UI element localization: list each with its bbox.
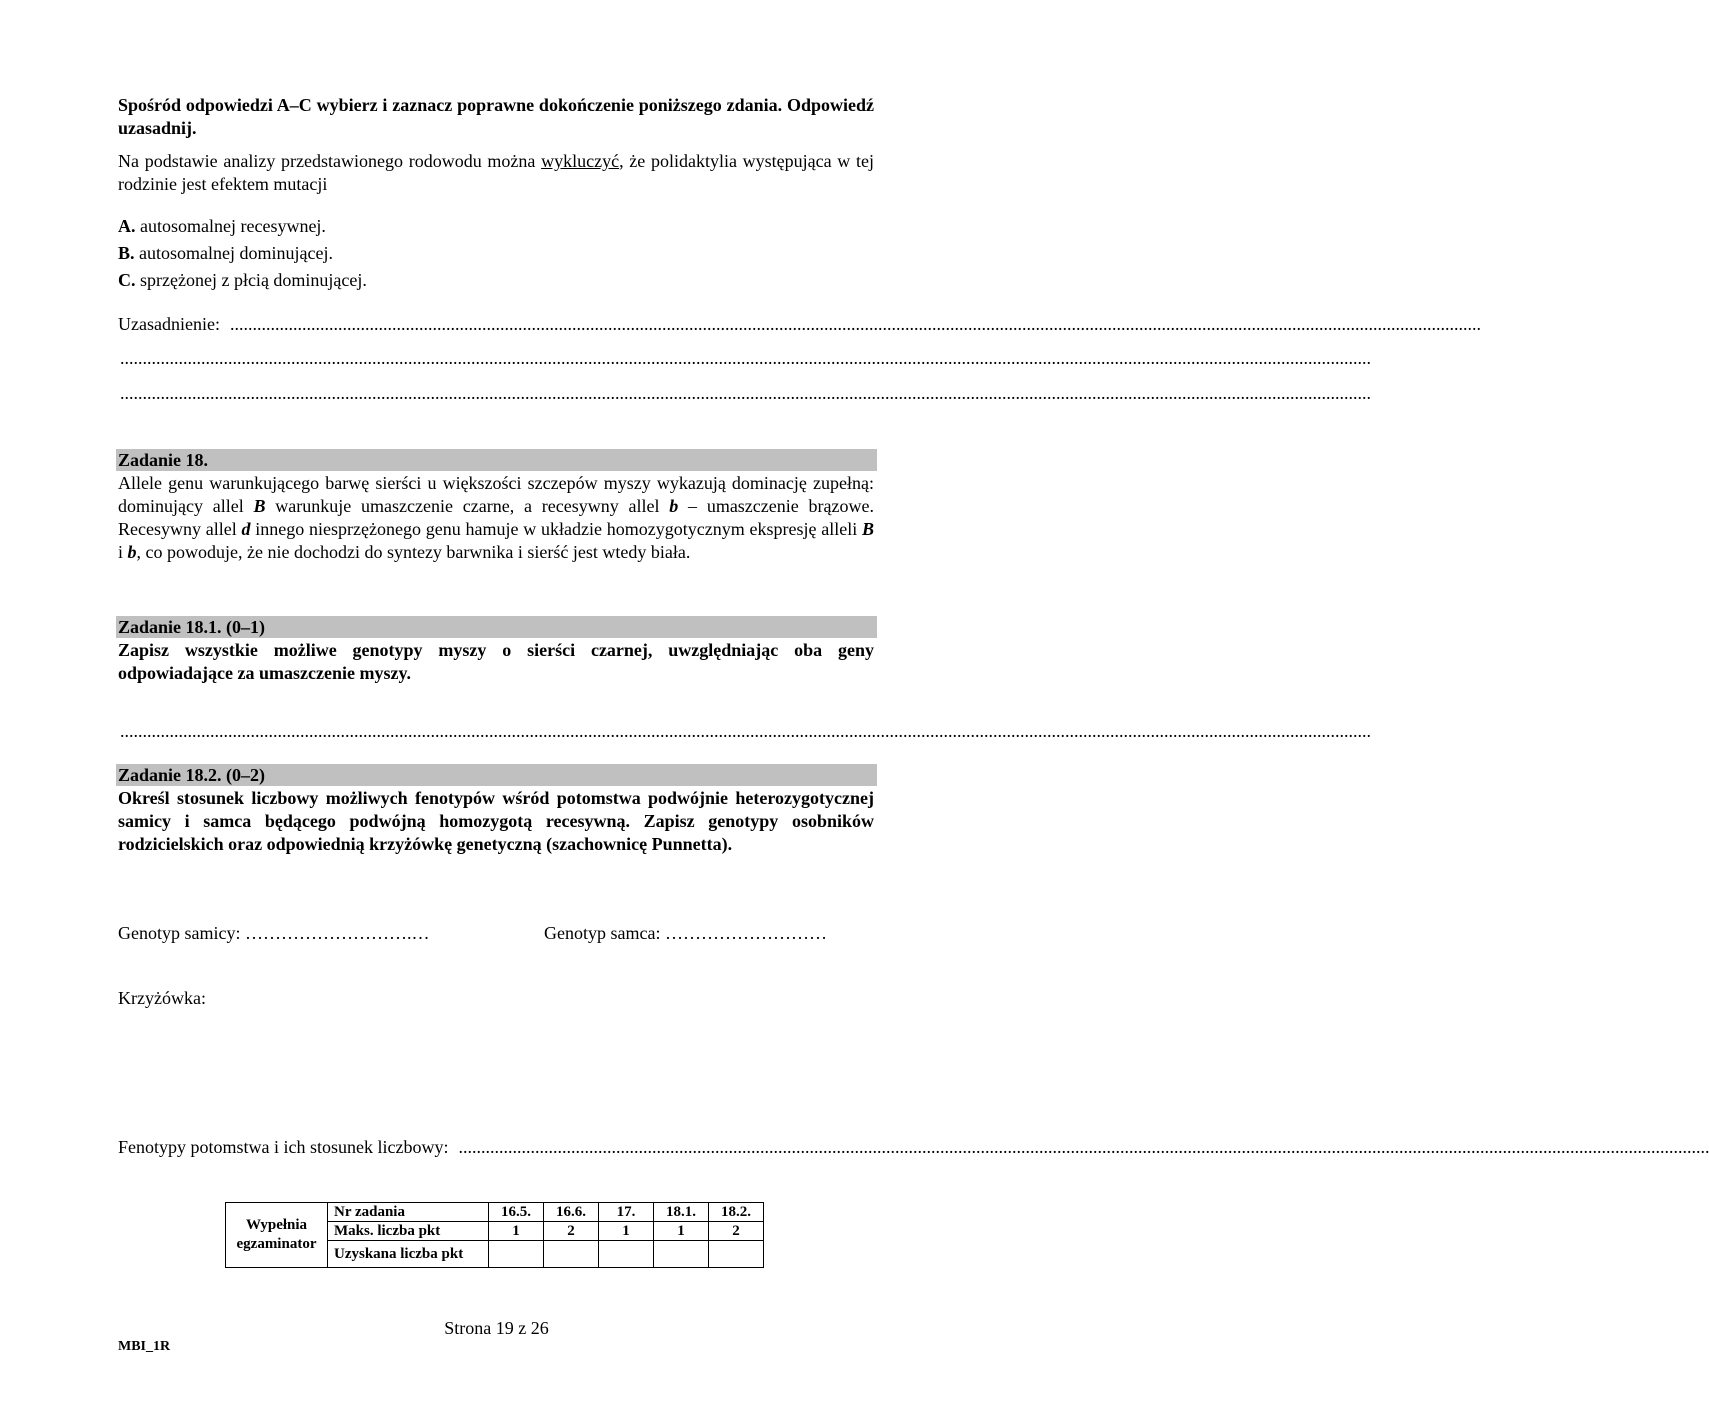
q17-stem-underlined: wykluczyć — [541, 151, 620, 171]
answer-line-18-1[interactable]: ...................................................................................................................................................................................................................................................................................... — [120, 721, 1371, 741]
text-part: Allele genu warunkującego barwę sierści u większości szczepów myszy wykazują dominację zupełną: dominujący allel — [118, 473, 874, 516]
text-part: i — [118, 542, 128, 562]
phenotypes-line[interactable] — [118, 1136, 1709, 1158]
row-label-max-points: Maks. liczba pkt — [328, 1222, 489, 1241]
allele-symbol: b — [127, 542, 137, 562]
female-genotype-field[interactable]: Genotyp samicy: ……………………….… — [118, 923, 430, 943]
text-part: – umaszczenie brązowe. Recesywny allel — [118, 496, 874, 539]
page-number: Strona 19 z 26 — [444, 1318, 549, 1338]
justification-line-3[interactable]: ...................................................................................................................................................................................................................................................................................... — [120, 383, 1371, 403]
earned-points-cell[interactable] — [654, 1241, 709, 1268]
task-18-2-title: Zadanie 18.2. (0–2) — [118, 765, 266, 785]
filler-label: Wypełnia egzaminator — [226, 1203, 328, 1268]
option-text: sprzężonej z płcią dominującej. — [135, 270, 367, 290]
row-label-task-number: Nr zadania — [328, 1203, 489, 1222]
task-18-title: Zadanie 18. — [118, 450, 209, 470]
task-number: 16.6. — [544, 1203, 599, 1222]
q17-instruction: Spośród odpowiedzi A–C wybierz i zaznacz poprawne dokończenie poniższego zdania. Odpowiedź uzasadnij. — [118, 95, 874, 138]
max-points: 1 — [489, 1222, 544, 1241]
max-points: 1 — [654, 1222, 709, 1241]
allele-symbol: B — [861, 519, 874, 539]
option-letter: B. — [118, 243, 135, 263]
row-label-earned-points: Uzyskana liczba pkt — [328, 1241, 489, 1268]
justification-line-2[interactable]: ...................................................................................................................................................................................................................................................................................... — [120, 348, 1371, 368]
task-number: 18.1. — [654, 1203, 709, 1222]
text-part: , co powoduje, że nie dochodzi do syntezy barwnika i sierść jest wtedy biała. — [136, 542, 691, 562]
task-18-1-title: Zadanie 18.1. (0–1) — [118, 617, 266, 637]
allele-symbol: B — [253, 496, 266, 516]
option-text: autosomalnej dominującej. — [134, 243, 333, 263]
earned-points-cell[interactable] — [709, 1241, 764, 1268]
max-points: 2 — [709, 1222, 764, 1241]
task-18-text — [118, 472, 874, 564]
text-part: warunkuje umaszczenie czarne, a recesywny allel — [265, 496, 670, 516]
allele-symbol: d — [241, 519, 251, 539]
cross-label: Krzyżówka: — [118, 988, 206, 1008]
q17-stem — [118, 150, 874, 196]
task-number: 16.5. — [489, 1203, 544, 1222]
q17-stem-before: Na podstawie analizy przedstawionego rodowodu można — [118, 151, 542, 171]
allele-symbol: b — [669, 496, 679, 516]
task-18-header — [116, 449, 877, 471]
phenotypes-label: Fenotypy potomstwa i ich stosunek liczbowy: — [118, 1137, 449, 1157]
justification-line-1[interactable] — [118, 313, 1481, 335]
score-table — [225, 1202, 764, 1268]
male-genotype-field[interactable]: Genotyp samca: ……………………… — [544, 923, 827, 943]
text-part: innego niesprzężonego genu hamuje w układzie homozygotycznym ekspresję alleli — [250, 519, 862, 539]
justification-label: Uzasadnienie: — [118, 314, 220, 334]
task-number: 18.2. — [709, 1203, 764, 1222]
option-letter: C. — [118, 270, 136, 290]
cross-answer-area[interactable] — [118, 1012, 870, 1122]
q17-stem-after: , że polidaktylia występująca w tej rodzinie jest efektem mutacji — [118, 151, 874, 194]
earned-points-cell[interactable] — [544, 1241, 599, 1268]
max-points: 2 — [544, 1222, 599, 1241]
exam-code: MBI_1R — [118, 1339, 171, 1354]
q17-option-a[interactable] — [118, 215, 326, 237]
task-18-1-instruction: Zapisz wszystkie możliwe genotypy myszy o sierści czarnej, uwzględniając oba geny odpowiadające za umaszczenie myszy. — [118, 640, 874, 683]
option-letter: A. — [118, 216, 136, 236]
option-text: autosomalnej recesywnej. — [135, 216, 326, 236]
task-18-2-instruction: Określ stosunek liczbowy możliwych fenotypów wśród potomstwa podwójnie heterozygotycznej samicy i samca będącego podwójną homozygotą recesywną. Zapisz genotypy osobników rodzicielskich oraz odpowiednią krzyżówkę genetyczną (szachownicę Punnetta). — [118, 788, 874, 854]
task-number: 17. — [599, 1203, 654, 1222]
q17-option-b[interactable] — [118, 242, 333, 264]
earned-points-cell[interactable] — [489, 1241, 544, 1268]
task-18-2-header — [116, 764, 877, 786]
answer-dots: ...................................................................................................................................................................................................................................................................................... — [458, 1137, 1709, 1157]
answer-dots: ...................................................................................................................................................................................................................................................................................... — [229, 314, 1481, 334]
earned-points-cell[interactable] — [599, 1241, 654, 1268]
task-18-1-header — [116, 616, 877, 638]
q17-option-c[interactable] — [118, 269, 367, 291]
max-points: 1 — [599, 1222, 654, 1241]
